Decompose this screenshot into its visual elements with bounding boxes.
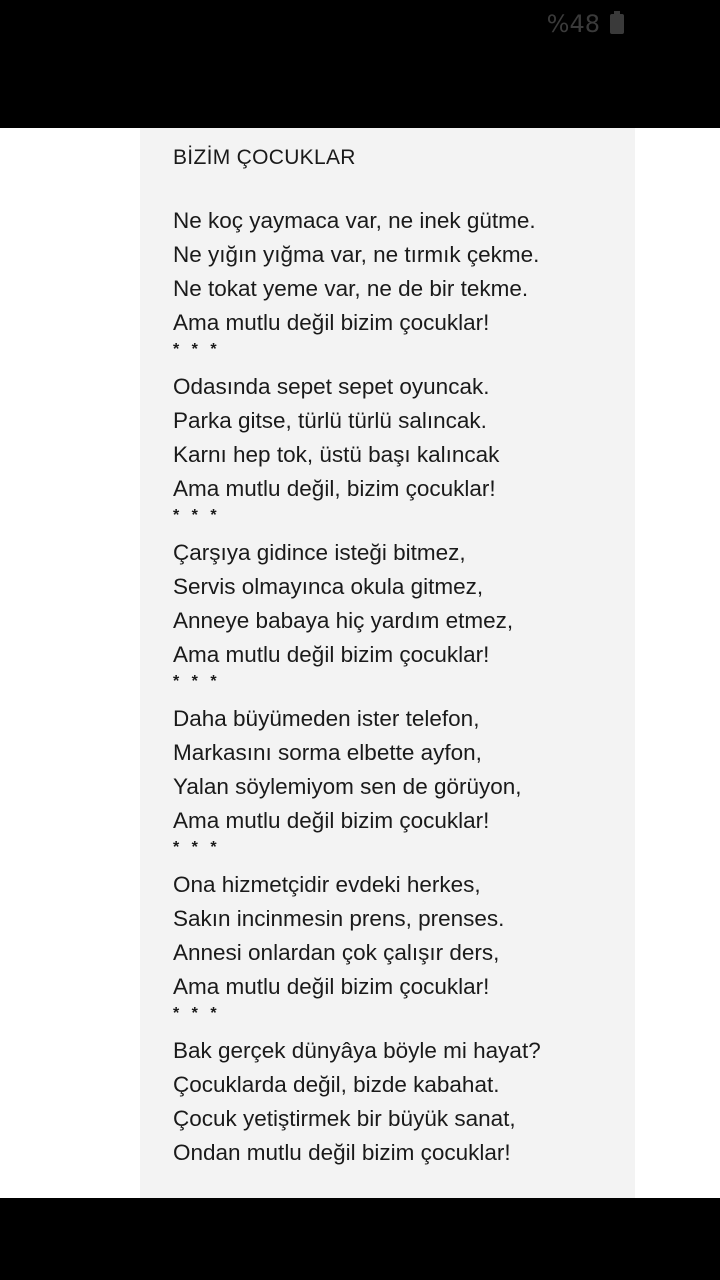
poem-title: BİZİM ÇOCUKLAR (173, 146, 356, 169)
stanza-4 (173, 702, 643, 838)
poem-line: Ne yığın yığma var, ne tırmık çekme. (173, 242, 540, 267)
poem-line: Odasında sepet sepet oyuncak. (173, 374, 490, 399)
poem-line: Çocuk yetiştirmek bir büyük sanat, (173, 1106, 516, 1131)
poem-line: Daha büyümeden ister telefon, (173, 706, 480, 731)
poem-line: Bak gerçek dünyâya böyle mi hayat? (173, 1038, 541, 1063)
poem-line: Ama mutlu değil bizim çocuklar! (173, 310, 490, 335)
stanza-3 (173, 536, 643, 672)
poem (173, 142, 643, 1170)
poem-line: Yalan söylemiyom sen de görüyon, (173, 774, 522, 799)
poem-line: Ama mutlu değil bizim çocuklar! (173, 642, 490, 667)
stanza-separator: * * * (173, 1005, 221, 1022)
poem-line: Servis olmayınca okula gitmez, (173, 574, 484, 599)
poem-line: Ondan mutlu değil bizim çocuklar! (173, 1140, 511, 1165)
poem-line: Markasını sorma elbette ayfon, (173, 740, 482, 765)
poem-line: Anneye babaya hiç yardım etmez, (173, 608, 514, 633)
stanza-separator: * * * (173, 507, 221, 524)
poem-line: Çocuklarda değil, bizde kabahat. (173, 1072, 500, 1097)
poem-line: Ama mutlu değil bizim çocuklar! (173, 974, 490, 999)
bottom-bar (0, 1198, 720, 1280)
poem-line: Ne koç yaymaca var, ne inek gütme. (173, 208, 536, 233)
poem-line: Karnı hep tok, üstü başı kalıncak (173, 442, 500, 467)
battery-icon (610, 14, 624, 34)
status-bar (0, 0, 720, 128)
poem-line: Ama mutlu değil bizim çocuklar! (173, 808, 490, 833)
stanza-5 (173, 868, 643, 1004)
stanza-1 (173, 204, 643, 340)
stanza-separator: * * * (173, 341, 221, 358)
stanza-2 (173, 370, 643, 506)
poem-line: Sakın incinmesin prens, prenses. (173, 906, 505, 931)
poem-line: Çarşıya gidince isteği bitmez, (173, 540, 466, 565)
poem-line: Annesi onlardan çok çalışır ders, (173, 940, 500, 965)
stanza-6 (173, 1034, 643, 1170)
stanza-separator: * * * (173, 839, 221, 856)
poem-line: Ne tokat yeme var, ne de bir tekme. (173, 276, 529, 301)
stanza-separator: * * * (173, 673, 221, 690)
poem-line: Ama mutlu değil, bizim çocuklar! (173, 476, 496, 501)
battery-percentage: %48 (546, 10, 600, 38)
poem-line: Parka gitse, türlü türlü salıncak. (173, 408, 487, 433)
poem-line: Ona hizmetçidir evdeki herkes, (173, 872, 481, 897)
